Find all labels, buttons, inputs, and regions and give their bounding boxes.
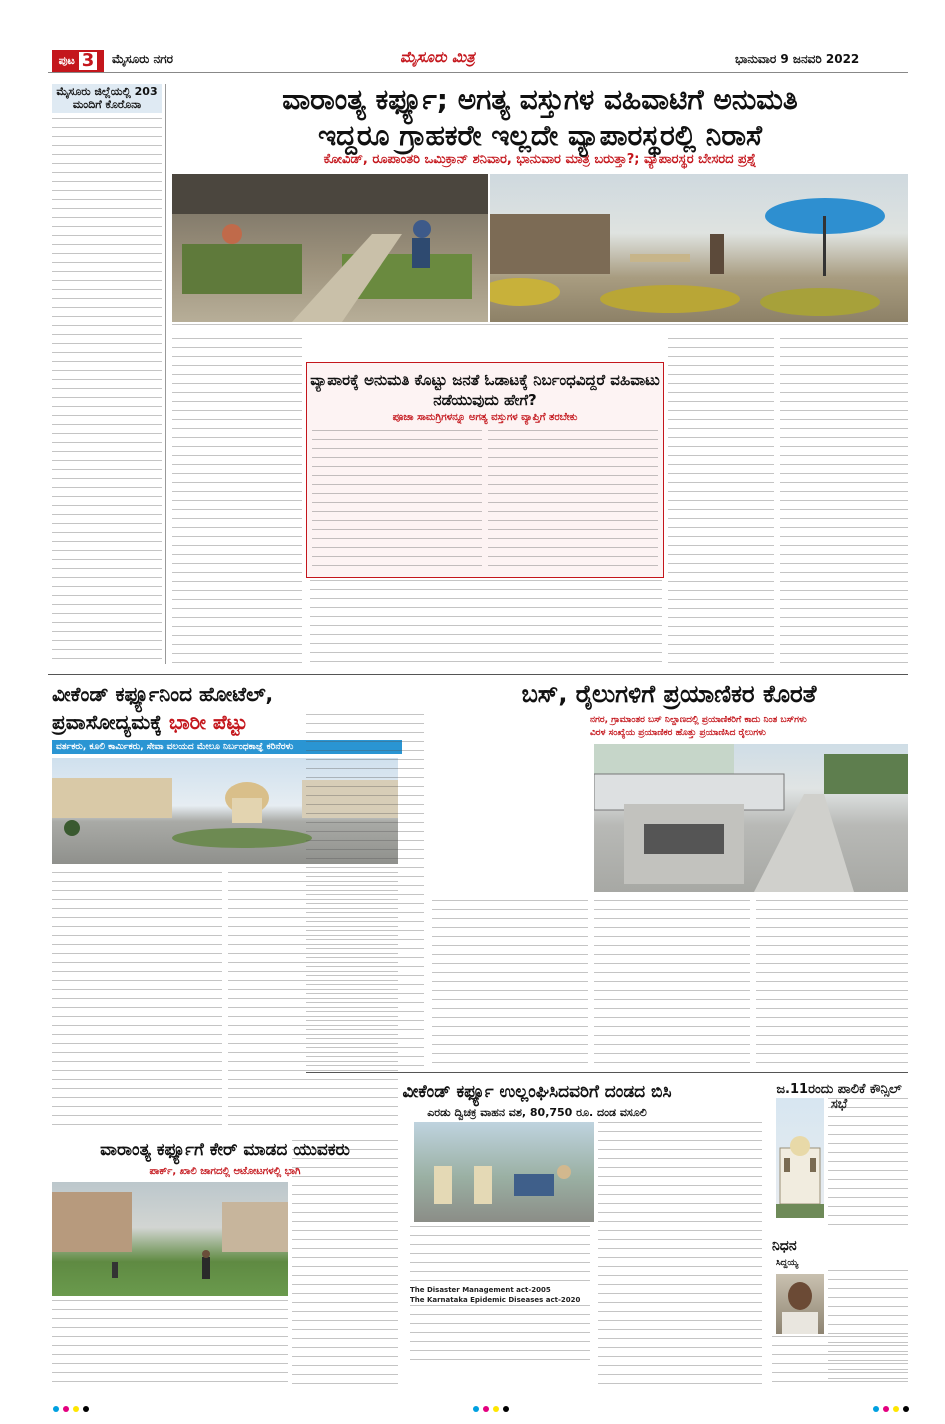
sidebar-body (52, 118, 162, 663)
market-photo-caption (172, 324, 908, 332)
bus-bullet-2: ವಿರಳ ಸಂಖ್ಯೆಯ ಪ್ರಯಾಣಿಕರ ಹೊತ್ತು ಪ್ರಯಾಣಿಸಿದ ರೈಲುಗಳು (590, 728, 766, 738)
fine-photo (414, 1122, 594, 1222)
hotel-body-col-1 (52, 872, 222, 1132)
box-story-headline: ವ್ಯಾಪಾರಕ್ಕೆ ಅನುಮತಿ ಕೊಟ್ಟು ಜನತೆ ಓಡಾಟಕ್ಕೆ ನಿರ್ಬಂಧವಿದ್ದರೆ ವಹಿವಾಟು ನಡೆಯುವುದು ಹೇಗೆ? (310, 371, 660, 409)
youth-photo (52, 1182, 288, 1296)
issue-date: ಭಾನುವಾರ 9 ಜನವರಿ 2022 (735, 52, 860, 66)
obituary-section: ನಿಧನ (772, 1238, 797, 1254)
bus-bullets (590, 714, 908, 740)
council-body (828, 1098, 908, 1228)
market-photo-right-art (490, 174, 908, 322)
council-photo-art (776, 1098, 824, 1218)
bus-body-col-1 (306, 714, 424, 1070)
bus-stand-photo-art (594, 744, 908, 892)
bus-stand-photo (594, 744, 908, 892)
column-rule (165, 84, 166, 664)
box-story-col-2 (488, 430, 658, 570)
hotel-headline-line-2a: ಪ್ರವಾಸೋದ್ಯಮಕ್ಕೆ (52, 710, 162, 734)
council-photo (776, 1098, 824, 1218)
masthead: ಮೈಸೂರು ಮಿತ್ರ (400, 48, 475, 66)
main-story-col-4 (780, 338, 908, 670)
section-divider (48, 674, 908, 675)
fine-body-col-1 (410, 1226, 590, 1386)
hotel-headline-line-2b: ಭಾರೀ ಪೆಟ್ಟು (168, 710, 248, 734)
main-story-col-3 (668, 338, 774, 670)
youth-body-col-1 (52, 1300, 288, 1386)
fine-subhead: ಎರಡು ದ್ವಿಚಕ್ರ ವಾಹನ ವಶ, 80,750 ರೂ. ದಂಡ ವಸೂಲಿ (427, 1106, 647, 1119)
market-photo-left (172, 174, 488, 322)
youth-photo-art (52, 1182, 288, 1296)
fine-act-2: The Karnataka Epidemic Diseases act-2020 (410, 1295, 581, 1304)
main-subhead: ಕೋವಿಡ್, ರೂಪಾಂತರಿ ಒಮಿಕ್ರಾನ್ ಶನಿವಾರ, ಭಾನುವಾರ ಮಾತ್ರ ಬರುತ್ತಾ?; ವ್ಯಾಪಾರಸ್ಥರ ಬೇಸರದ ಪ್ರಶ್ನೆ (323, 152, 757, 167)
main-story-col-2 (310, 580, 662, 670)
main-headline-line-1: ವಾರಾಂತ್ಯ ಕರ್ಫ್ಯೂ; ಅಗತ್ಯ ವಸ್ತುಗಳ ವಹಿವಾಟಿಗೆ ಅನುಮತಿ (282, 83, 798, 116)
page-number-badge (52, 50, 104, 72)
registration-dots (52, 1405, 912, 1413)
obituary-photo (776, 1274, 824, 1334)
fine-act-1: The Disaster Management act-2005 (410, 1286, 551, 1294)
fine-photo-art (414, 1122, 594, 1222)
section-divider-2 (306, 1072, 908, 1073)
hotel-strip: ವರ್ತಕರು, ಕೂಲಿ ಕಾರ್ಮಿಕರು, ಸೇವಾ ವಲಯದ ಮೇಲೂ ನಿರ್ಬಂಧಕಾಜ್ಞೆ ಕರಿನೆರಳು (52, 740, 402, 754)
main-headline (172, 82, 908, 154)
hotel-headline-line-1: ವೀಕೆಂಡ್ ಕರ್ಫ್ಯೂನಿಂದ ಹೋಟೆಲ್, (52, 682, 274, 706)
print-registration-marks (52, 1398, 912, 1406)
council-headline: ಜ.11ರಂದು ಪಾಲಿಕೆ ಕೌನ್ಸಿಲ್ ಸಭೆ (776, 1082, 902, 1112)
bus-body-col-4 (756, 900, 908, 1068)
obituary-photo-art (776, 1274, 824, 1334)
bus-body-col-2 (432, 900, 588, 1068)
bus-bullet-1: ನಗರ, ಗ್ರಾಮಾಂತರ ಬಸ್ ನಿಲ್ದಾಣದಲ್ಲಿ ಪ್ರಯಾಣಿಕರಿಗೆ ಕಾದು ನಿಂತ ಬಸ್‌ಗಳು (590, 715, 807, 725)
market-photo-left-art (172, 174, 488, 322)
page-number: 3 (79, 52, 98, 70)
fine-body-col-2 (598, 1122, 762, 1386)
youth-headline: ವಾರಾಂತ್ಯ ಕರ್ಫ್ಯೂಗೆ ಕೇರ್ ಮಾಡದ ಯುವಕರು (100, 1140, 350, 1160)
youth-subhead: ಪಾರ್ಕ್, ಖಾಲಿ ಜಾಗದಲ್ಲಿ ಆಟೋಟಗಳಲ್ಲಿ ಭಾಗಿ (149, 1166, 301, 1177)
box-story-subhead: ಪೂಜಾ ಸಾಮಗ್ರಿಗಳನ್ನೂ ಅಗತ್ಯ ವಸ್ತುಗಳ ವ್ಯಾಪ್ತಿಗೆ ತರಬೇಕು (392, 412, 578, 423)
section-name: ಮೈಸೂರು ನಗರ (112, 52, 174, 66)
youth-body-col-2 (292, 1140, 398, 1386)
fine-headline: ವೀಕೆಂಡ್ ಕರ್ಫ್ಯೂ ಉಲ್ಲಂಘಿಸಿದವರಿಗೆ ದಂಡದ ಬಿಸಿ (402, 1082, 672, 1102)
sidebar-headline: ಮೈಸೂರು ಜಿಲ್ಲೆಯಲ್ಲಿ 203 ಮಂದಿಗೆ ಕೊರೊನಾ (52, 84, 162, 113)
page-label: ಪುಟ (58, 54, 75, 67)
box-story-col-1 (312, 430, 482, 570)
main-story-col-1 (172, 338, 302, 670)
obituary-body-2 (772, 1336, 908, 1386)
bus-body-col-3 (594, 900, 750, 1068)
market-photo-right (490, 174, 908, 322)
bus-headline: ಬಸ್, ರೈಲುಗಳಿಗೆ ಪ್ರಯಾಣಿಕರ ಕೊರತೆ (521, 680, 817, 708)
obituary-name: ಸಿದ್ದಯ್ಯ (776, 1258, 799, 1268)
main-headline-line-2: ಇದ್ದರೂ ಗ್ರಾಹಕರೇ ಇಲ್ಲದೇ ವ್ಯಾಪಾರಸ್ಥರಲ್ಲಿ ನಿರಾಸೆ (317, 119, 762, 152)
